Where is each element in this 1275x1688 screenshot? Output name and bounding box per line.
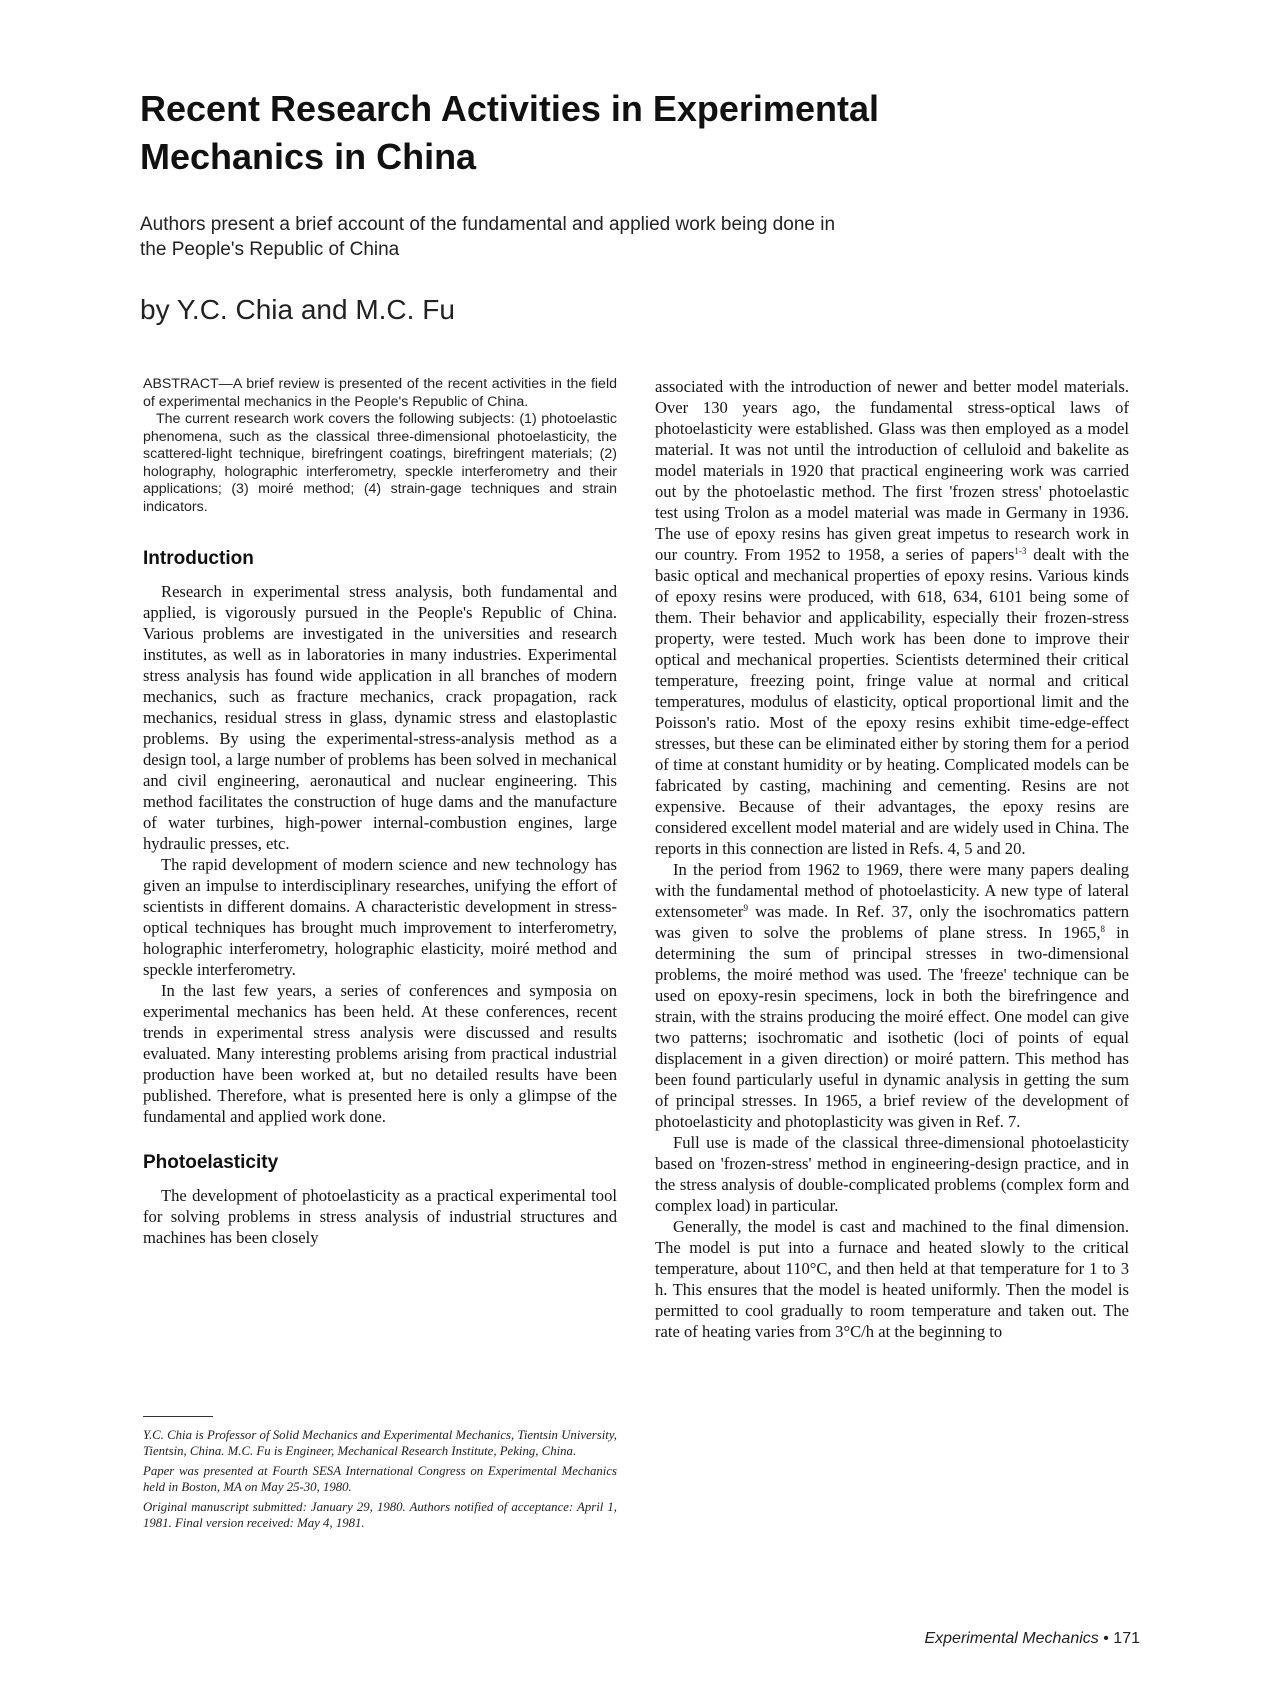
text-run: was made. In Ref. 37, only the isochromatics pattern was given to solve the problems of plane stress. In 1965, (655, 902, 1129, 942)
footer-separator: • (1103, 1630, 1109, 1647)
reference-superscript: 9 (743, 903, 748, 913)
footnote-presentation: Paper was presented at Fourth SESA International Congress on Experimental Mechanics held in Boston, MA on May 25-30, 1980. (143, 1464, 617, 1494)
reference-superscript: 8 (1100, 924, 1105, 934)
text-run: In the period from 1962 to 1969, there were many papers dealing with the fundamental method of photoelasticity. A new type of lateral extensometer (655, 860, 1129, 921)
photoelasticity-body (143, 1185, 617, 1248)
photoelasticity-body-continued (655, 376, 1129, 1342)
abstract-paragraph: ABSTRACT—A brief review is presented of the recent activities in the field of experimental mechanics in the People's Republic of China. (143, 376, 617, 410)
body-paragraph (655, 376, 1129, 859)
footnotes (143, 1427, 617, 1535)
body-paragraph: The rapid development of modern science and new technology has given an impulse to interdisciplinary researches, unifying the effort of scientists in different domains. A characteristic development in stress-optical techniques has brought much improvement to interferometry, holographic interferometry, holographic elasticity, moiré method and speckle interferometry. (143, 855, 617, 979)
footnote-dates: Original manuscript submitted: January 29, 1980. Authors notified of acceptance: April 1, 1981. Final version received: May 4, 1981. (143, 1500, 617, 1530)
introduction-body (143, 581, 617, 1127)
abstract (143, 376, 617, 516)
body-paragraph: The development of photoelasticity as a practical experimental tool for solving problems in stress analysis of industrial structures and machines has been closely (143, 1186, 617, 1247)
journal-name: Experimental Mechanics (924, 1630, 1099, 1647)
footnote-authors: Y.C. Chia is Professor of Solid Mechanics and Experimental Mechanics, Tientsin University, Tientsin, China. M.C. Fu is Engineer, Mechanical Research Institute, Peking, China. (143, 1428, 617, 1458)
body-paragraph: Research in experimental stress analysis, both fundamental and applied, is vigorously pursued in the People's Republic of China. Various problems are investigated in the universities and research institutes, as well as in laboratories in many industries. Experimental stress analysis has found wide application in all branches of modern mechanics, such as fracture mechanics, crack propagation, rack mechanics, residual stress in glass, dynamic stress and elastoplastic problems. By using the experimental-stress-analysis method as a design tool, a large number of problems has been solved in mechanical and civil engineering, aeronautical and nuclear engineering. This method facilitates the construction of huge dams and the manufacture of water turbines, high-power internal-combustion engines, large hydraulic presses, etc. (143, 582, 617, 853)
article-subtitle: Authors present a brief account of the fundamental and applied work being done in the People's Republic of China (140, 214, 836, 260)
body-paragraph (655, 859, 1129, 1132)
body-paragraph: Full use is made of the classical three-dimensional photoelasticity based on 'frozen-stress' method in engineering-design practice, and in the stress analysis of double-complicated problems (complex form and complex load) in particular. (655, 1133, 1129, 1215)
right-column (655, 376, 1129, 1342)
text-run: dealt with the basic optical and mechanical properties of epoxy resins. Various kinds of epoxy resins were produced, with 618, 634, 6101 being some of them. Their behavior and applicability, especially their frozen-stress property, were tested. Much work has been done to improve their optical and mechanical properties. Scientists determined their critical temperature, freezing point, fringe value at normal and critical temperatures, modulus of elasticity, optical proportional limit and the Poisson's ratio. Most of the epoxy resins exhibit time-edge-effect stresses, but these can be eliminated either by storing them for a period of time at constant humidity or by heating. Complicated models can be fabricated by casting, machining and cementing. Resins are not expensive. Because of their advantages, the epoxy resins are considered excellent model material and are widely used in China. The reports in this connection are listed in Refs. 4, 5 and 20. (655, 545, 1130, 858)
section-heading-photoelasticity: Photoelasticity (143, 1152, 279, 1173)
reference-superscript: 1-3 (1014, 546, 1027, 556)
body-paragraph: Generally, the model is cast and machined to the final dimension. The model is put into a furnace and heated slowly to the critical temperature, about 110°C, and then held at that temperature for 1 to 3 h. This ensures that the model is heated uniformly. Then the model is permitted to cool gradually to room temperature and taken out. The rate of heating varies from 3°C/h at the beginning to (655, 1217, 1129, 1341)
page-footer (924, 1629, 1140, 1649)
body-paragraph: In the last few years, a series of conferences and symposia on experimental mechanics has been held. At these conferences, recent trends in experimental stress analysis were discussed and results evaluated. Many interesting problems arising from practical industrial production have been worked at, but no detailed results have been published. Therefore, what is presented here is only a glimpse of the fundamental and applied work done. (143, 981, 617, 1126)
section-heading-introduction: Introduction (143, 548, 254, 569)
left-column (143, 376, 617, 1248)
text-run: in determining the sum of principal stresses in two-dimensional problems, the moiré method was used. The 'freeze' technique can be used on epoxy-resin specimens, lock in both the birefringence and strain, with the strains producing the moiré effect. One model can give two patterns; isochromatic and isothetic (loci of points of equal displacement in a given direction) or moiré pattern. This method has been found particularly useful in dynamic analysis in getting the sum of principal stresses. In 1965, a brief review of the development of photoelasticity and photoplasticity was given in Ref. 7. (655, 923, 1129, 1131)
abstract-paragraph: The current research work covers the following subjects: (1) photoelastic phenomena, such as the classical three-dimensional photoelasticity, the scattered-light technique, birefringent coatings, birefringent materials; (2) holography, holographic interferometry, speckle interferometry and their applications; (3) moiré method; (4) strain-gage techniques and strain indicators. (143, 411, 617, 515)
page-number: 171 (1113, 1630, 1140, 1647)
author-byline: by Y.C. Chia and M.C. Fu (140, 294, 455, 325)
article-title: Recent Research Activities in Experimental Mechanics in China (140, 88, 879, 177)
text-run: associated with the introduction of newer and better model materials. Over 130 years ago, the fundamental stress-optical laws of photoelasticity were established. Glass was then employed as a model material. It was not until the introduction of celluloid and bakelite as model materials in 1920 that practical engineering work was carried out by the photoelastic method. The first 'frozen stress' photoelastic test using Trolon as a model material was made in Germany in 1936. The use of epoxy resins has given great impetus to research work in our country. From 1952 to 1958, a series of papers (655, 377, 1129, 564)
footnote-rule (143, 1416, 213, 1417)
